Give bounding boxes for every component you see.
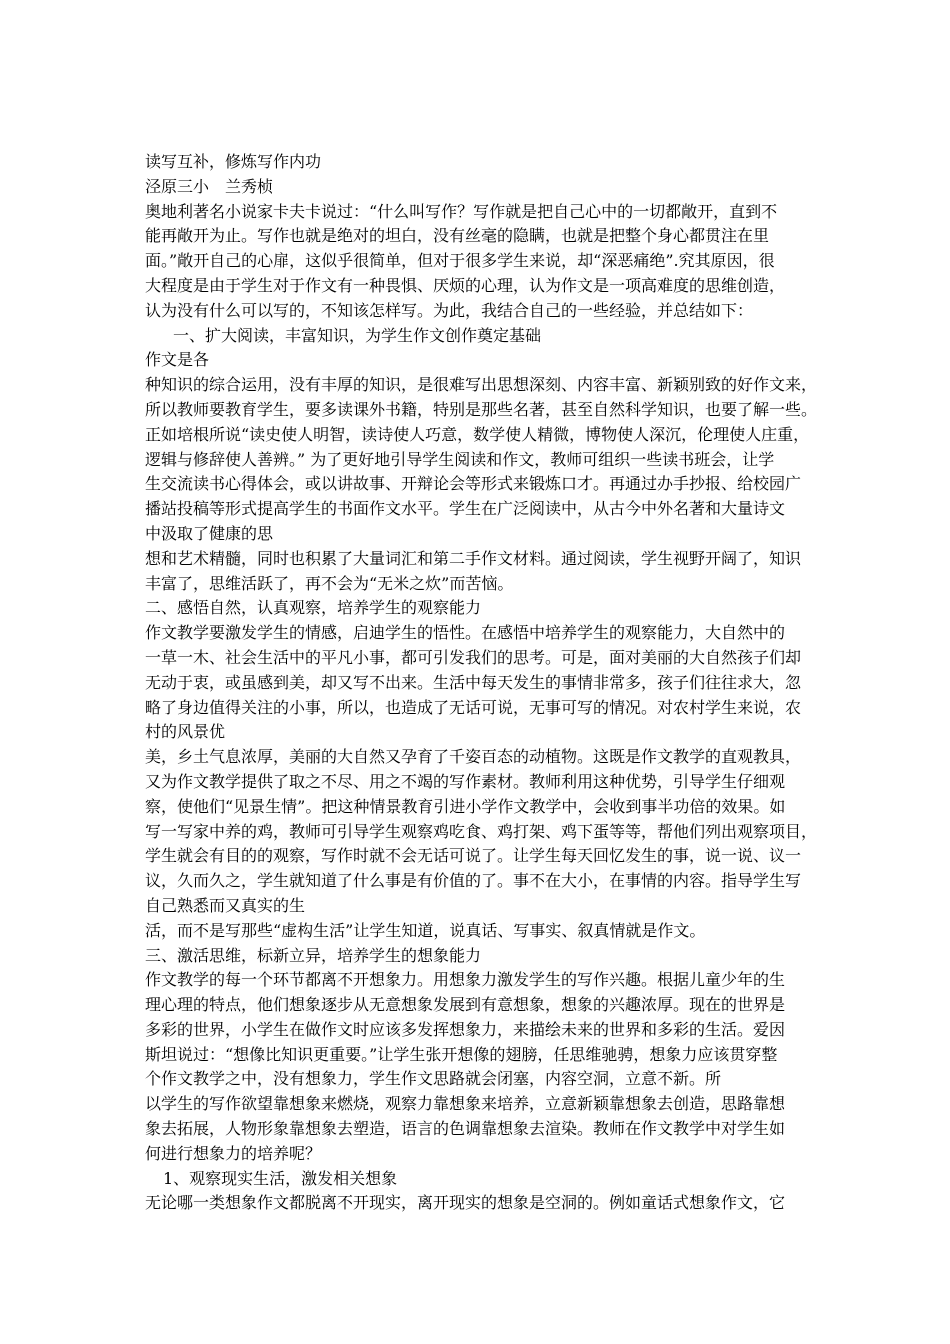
text-line: 议，久而久之，学生就知道了什么事是有价值的了。事不在大小，在事情的内容。指导学生写 [145,871,802,891]
text-line: 正如培根所说“读史使人明智，读诗使人巧意，数学使人精微，博物使人深沉，伦理使人庄重， [145,424,810,444]
text-line: 1、观察现实生活，激发相关想象 [163,1168,398,1188]
text-line: 活，而不是写那些“虚构生活”让学生知道，说真话、写事实、叙真情就是作文。 [145,920,706,940]
text-line: 丰富了，思维活跃了，再不会为“无米之炊”而苦恼。 [145,573,514,593]
document-page [145,150,818,1216]
text-line: 认为没有什么可以写的，不知该怎样写。为此，我结合自己的一些经验，并总结如下： [145,300,754,320]
text-line: 无论哪一类想象作文都脱离不开现实，离开现实的想象是空洞的。例如童话式想象作文，它 [145,1193,786,1213]
text-line: 二、感悟自然，认真观察，培养学生的观察能力 [145,598,482,618]
text-line: 奥地利著名小说家卡夫卡说过：“什么叫写作？写作就是把自己心中的一切都敞开，直到不 [145,201,778,221]
text-line: 生交流读书心得体会，或以讲故事、开辩论会等形式来锻炼口才。再通过办手抄报、给校园广 [145,474,802,494]
text-line: 多彩的世界，小学生在做作文时应该多发挥想象力，来描绘未来的世界和多彩的生活。爱因 [145,1019,786,1039]
text-line: 想和艺术精髓，同时也积累了大量词汇和第二手作文材料。通过阅读，学生视野开阔了，知识 [145,548,802,568]
text-line: 察，使他们“见景生情”。把这种情景教育引进小学作文教学中，会收到事半功倍的效果。如 [145,796,786,816]
text-line: 逻辑与修辞使人善辨。” 为了更好地引导学生阅读和作文，教师可组织一些读书班会，让学 [145,449,775,469]
text-line: 作文是各 [145,350,210,370]
text-line: 能再敞开为止。写作也就是绝对的坦白，没有丝毫的隐瞒，也就是把整个身心都贯注在里 [145,226,770,246]
text-line: 播站投稿等形式提高学生的书面作文水平。学生在广泛阅读中，从古今中外名著和大量诗文 [145,499,786,519]
text-line: 学生就会有目的的观察，写作时就不会无话可说了。让学生每天回忆发生的事，说一说、议一 [145,846,802,866]
text-line: 略了身边值得关注的小事，所以，也造成了无话可说，无事可写的情况。对农村学生来说，农 [145,697,802,717]
author-line: 泾原三小 兰秀桢 [145,176,274,196]
text-line: 中汲取了健康的思 [145,523,274,543]
text-line: 作文教学要激发学生的情感，启迪学生的悟性。在感悟中培养学生的观察能力，大自然中的 [145,623,786,643]
text-line: 又为作文教学提供了取之不尽、用之不竭的写作素材。教师利用这种优势，引导学生仔细观 [145,771,786,791]
text-line: 一草一木、社会生活中的平凡小事，都可引发我们的思考。可是，面对美丽的大自然孩子们却 [145,647,802,667]
text-line: 村的风景优 [145,722,226,742]
text-line: 面。”敞开自己的心扉，这似乎很简单，但对于很多学生来说，却“深恶痛绝”.究其原因，很 [145,251,775,271]
text-line: 自己熟悉而又真实的生 [145,895,306,915]
text-line: 作文教学的每一个环节都离不开想象力。用想象力激发学生的写作兴趣。根据儿童少年的生 [145,970,786,990]
text-line: 理心理的特点，他们想象逐步从无意想象发展到有意想象，想象的兴趣浓厚。现在的世界是 [145,995,786,1015]
text-line: 种知识的综合运用，没有丰厚的知识，是很难写出思想深刻、内容丰富、新颖别致的好作文来， [145,375,818,395]
text-line: 三、激活思维，标新立异，培养学生的想象能力 [145,945,482,965]
text-line: 大程度是由于学生对于作文有一种畏惧、厌烦的心理，认为作文是一项高难度的思维创造， [145,275,786,295]
text-line: 美，乡土气息浓厚，美丽的大自然又孕育了千姿百态的动植物。这既是作文教学的直观教具， [145,747,802,767]
document-title: 读写互补，修炼写作内功 [145,152,322,171]
text-line: 个作文教学之中，没有想象力，学生作文思路就会闭塞，内容空洞，立意不新。所 [145,1069,722,1089]
text-line: 一、扩大阅读，丰富知识，为学生作文创作奠定基础 [173,325,542,345]
text-line: 写一写家中养的鸡，教师可引导学生观察鸡吃食、鸡打架、鸡下蛋等等，帮他们列出观察项目， [145,821,818,841]
text-line: 以学生的写作欲望靠想象来燃烧，观察力靠想象来培养，立意新颖靠想象去创造，思路靠想 [145,1094,786,1114]
text-line: 无动于衷，或虽感到美，却又写不出来。生活中每天发生的事情非常多，孩子们往往求大，忽 [145,672,802,692]
text-line: 何进行想象力的培养呢？ [145,1143,322,1163]
text-line: 象去拓展，人物形象靠想象去塑造，语言的色调靠想象去渲染。教师在作文教学中对学生如 [145,1119,786,1139]
text-line: 斯坦说过：“想像比知识更重要。”让学生张开想像的翅膀，任思维驰骋，想象力应该贯穿整 [145,1044,778,1064]
text-line: 所以教师要教育学生，要多读课外书籍，特别是那些名著，甚至自然科学知识，也要了解一些。 [145,399,818,419]
